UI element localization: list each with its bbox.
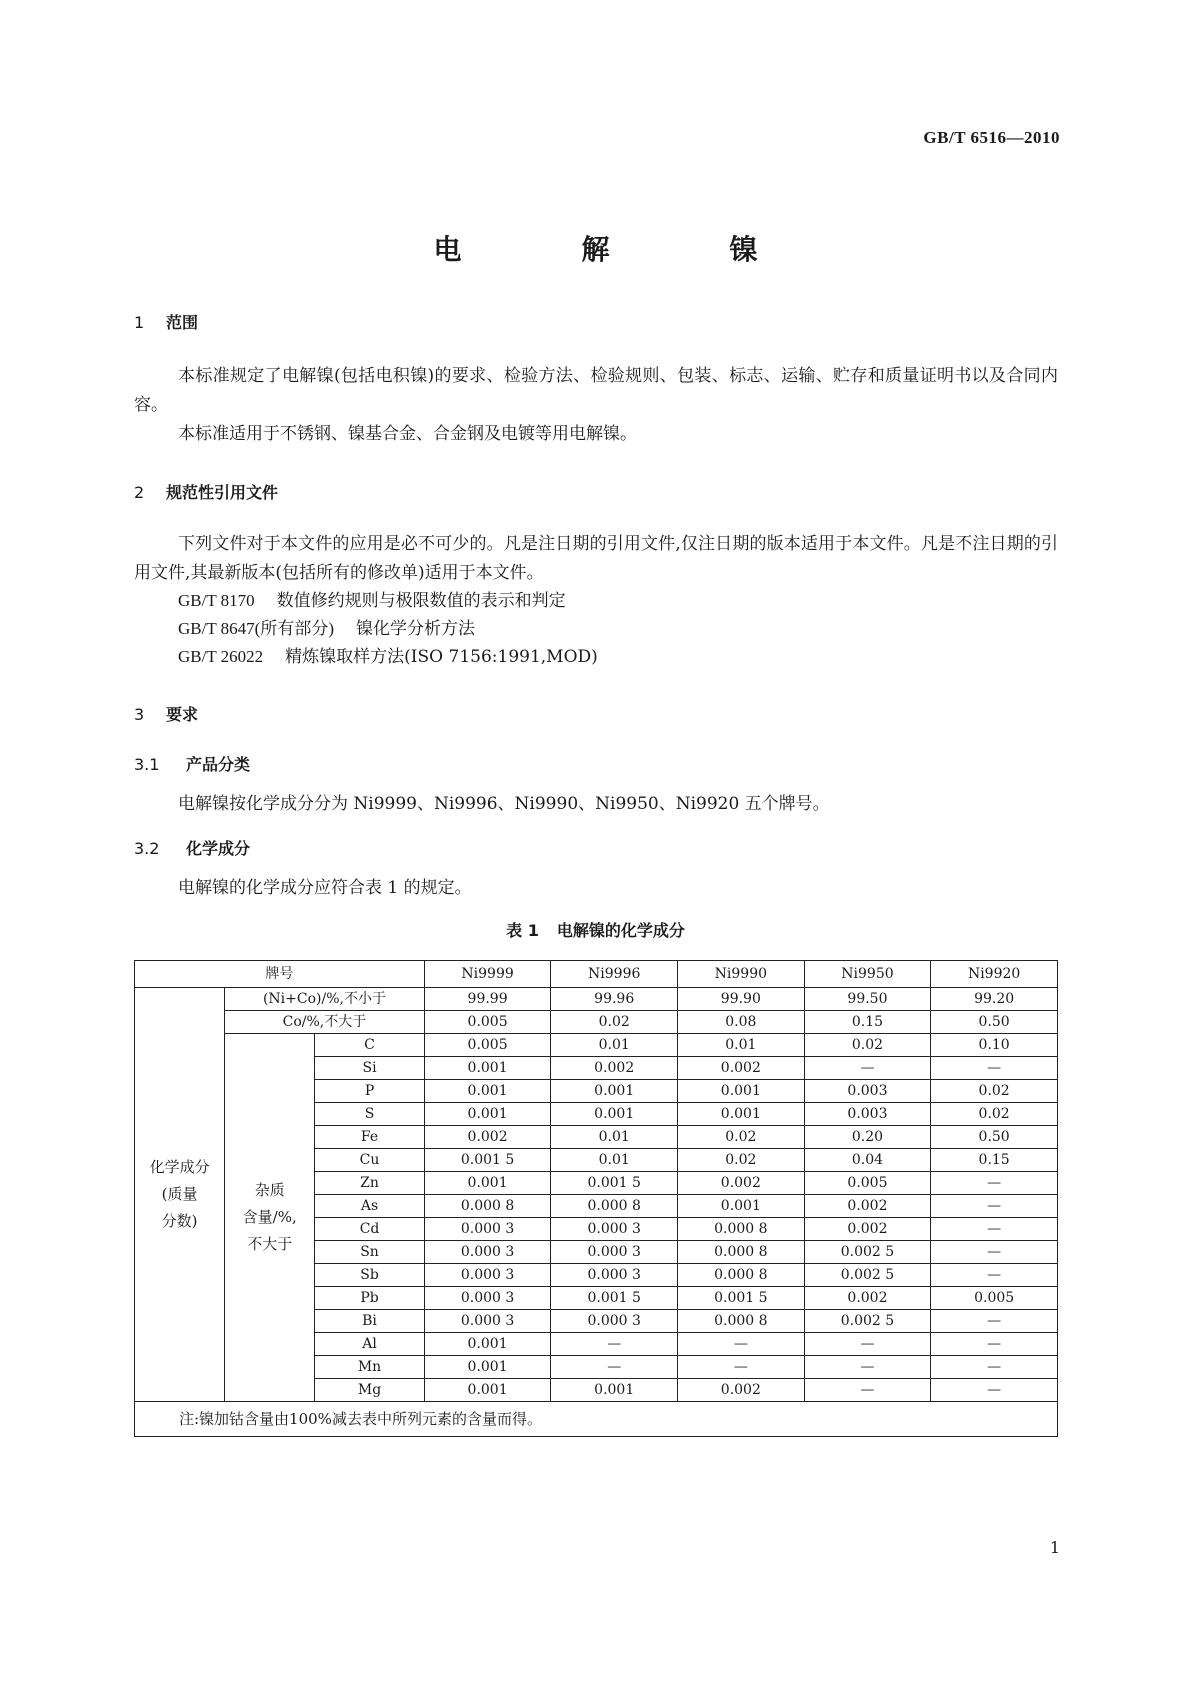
- reference-title: 镍化学分析方法: [356, 619, 475, 639]
- section-3-heading: [134, 702, 198, 725]
- table-cell: 0.01: [551, 1034, 678, 1057]
- table-cell: —: [931, 1172, 1058, 1195]
- section-3-1-paragraph: 电解镍按化学成分分为 Ni9999、Ni9996、Ni9990、Ni9950、Ni9920 五个牌号。: [178, 794, 830, 814]
- table-cell: 0.000 3: [424, 1264, 551, 1287]
- table-cell: 0.001: [551, 1379, 678, 1402]
- document-title: 电 解 镍: [433, 233, 804, 266]
- table-cell: 0.001: [424, 1333, 551, 1356]
- table-cell: —: [804, 1333, 931, 1356]
- page-number: 1: [1049, 1538, 1060, 1557]
- table-cell: 0.000 3: [424, 1218, 551, 1241]
- table-cell: 0.000 3: [424, 1287, 551, 1310]
- table-cell: —: [678, 1356, 805, 1379]
- table-cell: 0.10: [931, 1034, 1058, 1057]
- group-label-line: 化学成分: [149, 1158, 210, 1176]
- table-cell: 0.02: [678, 1126, 805, 1149]
- normative-reference: [178, 614, 475, 644]
- section-2-paragraph: 下列文件对于本文件的应用是必不可少的。凡是注日期的引用文件,仅注日期的版本适用于本文件。凡是不注日期的引用文件,其最新版本(包括所有的修改单)适用于本文件。: [134, 534, 1058, 583]
- table-cell: 99.96: [551, 988, 678, 1011]
- section-title: 范围: [166, 313, 199, 332]
- table-cell: 0.005: [424, 1034, 551, 1057]
- table-cell: 0.002: [678, 1057, 805, 1080]
- table-cell: —: [931, 1379, 1058, 1402]
- table-cell: 0.002: [678, 1379, 805, 1402]
- table-cell: 99.99: [424, 988, 551, 1011]
- element-symbol: Sb: [315, 1264, 425, 1287]
- table-cell: 0.000 3: [551, 1264, 678, 1287]
- table-cell: 0.15: [804, 1011, 931, 1034]
- section-3-1-heading: [134, 752, 250, 775]
- impurity-label-line: 杂质: [254, 1181, 285, 1199]
- table-cell: 0.003: [804, 1103, 931, 1126]
- table-cell: 0.000 8: [551, 1195, 678, 1218]
- table-cell: 0.005: [804, 1172, 931, 1195]
- element-symbol: Cu: [315, 1149, 425, 1172]
- table-cell: 0.001 5: [424, 1149, 551, 1172]
- table-cell: 0.003: [804, 1080, 931, 1103]
- section-3-2-heading: [134, 836, 250, 859]
- section-title: 规范性引用文件: [166, 483, 279, 502]
- table-cell: 0.001: [424, 1379, 551, 1402]
- table-cell: 0.001: [678, 1080, 805, 1103]
- element-symbol: Cd: [315, 1218, 425, 1241]
- element-symbol: S: [315, 1103, 425, 1126]
- table-cell: 0.002: [804, 1287, 931, 1310]
- table-cell: —: [804, 1356, 931, 1379]
- table-header-row: [135, 961, 1058, 988]
- element-symbol: Al: [315, 1333, 425, 1356]
- reference-code: GB/T 8170: [178, 591, 255, 610]
- table-cell: 99.20: [931, 988, 1058, 1011]
- section-number: 2: [134, 483, 145, 502]
- table-cell: 0.001: [678, 1103, 805, 1126]
- table-cell: —: [931, 1310, 1058, 1333]
- section-number: 3: [134, 705, 145, 724]
- table-cell: —: [804, 1057, 931, 1080]
- table-cell: 0.002: [424, 1126, 551, 1149]
- grade-header-cell: Ni9950: [804, 961, 931, 988]
- table-cell: —: [931, 1218, 1058, 1241]
- table-cell: —: [931, 1356, 1058, 1379]
- element-symbol: Sn: [315, 1241, 425, 1264]
- table-cell: 0.002 5: [804, 1241, 931, 1264]
- element-symbol: Zn: [315, 1172, 425, 1195]
- table-caption-title: 电解镍的化学成分: [556, 921, 685, 940]
- table-cell: 0.000 3: [424, 1241, 551, 1264]
- table-cell: —: [931, 1057, 1058, 1080]
- table-cell: 0.000 3: [551, 1218, 678, 1241]
- table-cell: —: [931, 1264, 1058, 1287]
- table-cell: 0.001: [551, 1080, 678, 1103]
- table-cell: 0.000 3: [551, 1310, 678, 1333]
- composition-group-label: [135, 988, 225, 1402]
- element-symbol: Si: [315, 1057, 425, 1080]
- table-cell: 0.005: [931, 1287, 1058, 1310]
- table-cell: —: [678, 1333, 805, 1356]
- element-symbol: Fe: [315, 1126, 425, 1149]
- element-symbol: Bi: [315, 1310, 425, 1333]
- section-number: 1: [134, 313, 145, 332]
- table-cell: 0.000 8: [678, 1310, 805, 1333]
- table-cell: 0.001: [424, 1103, 551, 1126]
- table-cell: —: [551, 1356, 678, 1379]
- table-cell: 0.001: [424, 1057, 551, 1080]
- grade-header-cell: Ni9920: [931, 961, 1058, 988]
- table-cell: 0.001 5: [551, 1172, 678, 1195]
- grade-header-cell: Ni9996: [551, 961, 678, 988]
- table-cell: 0.08: [678, 1011, 805, 1034]
- grade-header: 牌号: [135, 961, 425, 988]
- table-cell: 0.002: [804, 1218, 931, 1241]
- table-cell: 0.001: [424, 1356, 551, 1379]
- table-cell: 0.005: [424, 1011, 551, 1034]
- table-cell: 0.002: [551, 1057, 678, 1080]
- reference-title: 数值修约规则与极限数值的表示和判定: [276, 591, 566, 611]
- ni-co-label: (Ni+Co)/%,不小于: [225, 988, 425, 1011]
- table-cell: 0.20: [804, 1126, 931, 1149]
- table-cell: —: [931, 1333, 1058, 1356]
- impurity-label-line: 含量/%,: [242, 1208, 297, 1226]
- section-1-paragraph-1: 本标准规定了电解镍(包括电积镍)的要求、检验方法、检验规则、包装、标志、运输、贮存和质量证明书以及合同内容。: [134, 366, 1058, 415]
- table-cell: 0.002 5: [804, 1264, 931, 1287]
- table-cell: 0.002: [678, 1172, 805, 1195]
- standard-code: GB/T 6516—2010: [923, 128, 1060, 147]
- table-cell: 0.001: [424, 1080, 551, 1103]
- co-label: Co/%,不大于: [225, 1011, 425, 1034]
- table-cell: 0.000 3: [551, 1241, 678, 1264]
- reference-code: GB/T 26022: [178, 647, 264, 666]
- table-cell: 0.04: [804, 1149, 931, 1172]
- table-row: [135, 1011, 1058, 1034]
- table-cell: 0.01: [551, 1149, 678, 1172]
- element-symbol: Mg: [315, 1379, 425, 1402]
- table-cell: —: [551, 1333, 678, 1356]
- grade-header-cell: Ni9990: [678, 961, 805, 988]
- reference-title: 精炼镍取样方法(ISO 7156:1991,MOD): [285, 647, 598, 667]
- normative-reference: [178, 586, 566, 616]
- table-cell: 0.01: [551, 1126, 678, 1149]
- table-cell: 0.50: [931, 1011, 1058, 1034]
- impurity-group-label: [225, 1034, 315, 1402]
- impurity-row: [135, 1034, 1058, 1057]
- section-number: 3.1: [134, 755, 160, 774]
- table-cell: 0.02: [931, 1080, 1058, 1103]
- group-label-line: 分数): [161, 1212, 198, 1230]
- section-1-heading: [134, 310, 198, 333]
- table-cell: 0.002: [804, 1195, 931, 1218]
- section-title: 要求: [166, 705, 199, 724]
- table-note-row: [135, 1402, 1058, 1437]
- section-3-2-paragraph: 电解镍的化学成分应符合表 1 的规定。: [178, 878, 472, 898]
- table-cell: 0.001: [424, 1172, 551, 1195]
- table-cell: 0.01: [678, 1034, 805, 1057]
- section-2-heading: [134, 480, 278, 503]
- table-body: [135, 961, 1058, 1402]
- table-note: 注:镍加钴含量由100%减去表中所列元素的含量而得。: [135, 1402, 1058, 1437]
- element-symbol: As: [315, 1195, 425, 1218]
- table-caption-label: 表 1: [506, 921, 539, 940]
- table-cell: 0.15: [931, 1149, 1058, 1172]
- reference-code: GB/T 8647(所有部分): [178, 619, 334, 638]
- section-title: 产品分类: [186, 755, 251, 774]
- table-cell: 0.001: [678, 1195, 805, 1218]
- table-cell: 99.90: [678, 988, 805, 1011]
- section-number: 3.2: [134, 839, 160, 858]
- section-title: 化学成分: [186, 839, 251, 858]
- table-cell: 99.50: [804, 988, 931, 1011]
- element-symbol: C: [315, 1034, 425, 1057]
- group-label-line: (质量: [161, 1185, 198, 1203]
- table-cell: 0.000 8: [678, 1218, 805, 1241]
- element-symbol: P: [315, 1080, 425, 1103]
- table-cell: 0.02: [678, 1149, 805, 1172]
- table-cell: 0.02: [931, 1103, 1058, 1126]
- table-cell: 0.001 5: [551, 1287, 678, 1310]
- table-cell: 0.000 8: [678, 1241, 805, 1264]
- table-cell: 0.000 3: [424, 1310, 551, 1333]
- table-cell: 0.02: [804, 1034, 931, 1057]
- table-cell: —: [804, 1379, 931, 1402]
- section-1-paragraph-2: 本标准适用于不锈钢、镍基合金、合金钢及电镀等用电解镍。: [178, 424, 637, 444]
- table-cell: 0.000 8: [424, 1195, 551, 1218]
- grade-header-cell: Ni9999: [424, 961, 551, 988]
- table-cell: 0.001 5: [678, 1287, 805, 1310]
- table-cell: 0.02: [551, 1011, 678, 1034]
- chemical-composition-table: [134, 960, 1058, 1437]
- table-cell: 0.000 8: [678, 1264, 805, 1287]
- element-symbol: Mn: [315, 1356, 425, 1379]
- impurity-label-line: 不大于: [247, 1235, 293, 1253]
- table-cell: 0.002 5: [804, 1310, 931, 1333]
- normative-reference: [178, 642, 598, 672]
- table-caption: [0, 918, 1191, 941]
- table-row: [135, 988, 1058, 1011]
- table-cell: 0.50: [931, 1126, 1058, 1149]
- element-symbol: Pb: [315, 1287, 425, 1310]
- table-cell: —: [931, 1241, 1058, 1264]
- table-cell: 0.001: [551, 1103, 678, 1126]
- table-cell: —: [931, 1195, 1058, 1218]
